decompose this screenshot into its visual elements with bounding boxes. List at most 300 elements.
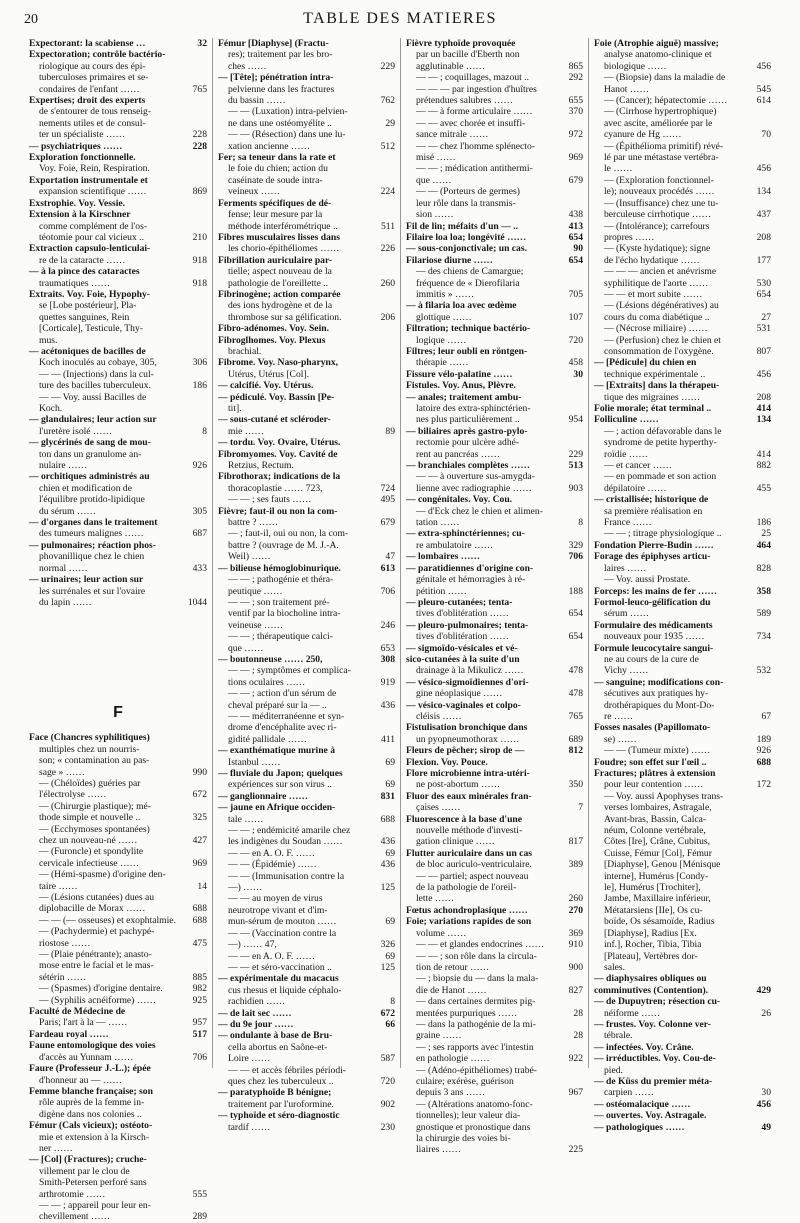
entry-text: Formulaire des médicaments bbox=[594, 619, 713, 631]
entry-text: Exploration fonctionnelle. bbox=[29, 152, 136, 164]
index-entry bbox=[29, 494, 207, 505]
index-entry bbox=[406, 494, 583, 505]
index-entry bbox=[218, 300, 395, 311]
entry-text: Koch. bbox=[39, 403, 63, 414]
entry-text: chien et modification de bbox=[39, 482, 132, 494]
page-header bbox=[24, 10, 776, 32]
index-entry bbox=[406, 848, 583, 859]
index-entry bbox=[594, 1099, 771, 1110]
entry-text: Foie; variations rapides de son bbox=[406, 916, 532, 928]
entry-text: tale …… bbox=[228, 813, 264, 825]
index-entry bbox=[406, 916, 583, 927]
entry-page-number: 530 bbox=[756, 277, 771, 289]
index-entry bbox=[406, 643, 583, 654]
entry-page-number: 464 bbox=[756, 539, 771, 551]
entry-text: ne au cours de la cure de bbox=[604, 653, 699, 665]
index-entry bbox=[406, 346, 583, 357]
index-entry bbox=[29, 1132, 207, 1143]
index-entry bbox=[406, 175, 583, 186]
entry-text: ton dans un granulome an- bbox=[39, 448, 142, 460]
entry-text: boïde, Os sésamoïde, Radius bbox=[604, 916, 715, 928]
index-entry bbox=[218, 209, 395, 220]
entry-text: Loire …… bbox=[228, 1053, 271, 1065]
index-entry bbox=[594, 1110, 771, 1121]
entry-page-number: 230 bbox=[380, 1121, 395, 1133]
index-entry bbox=[29, 1166, 207, 1177]
index-entry bbox=[406, 1042, 583, 1053]
entry-text: tuberculoses primaires et se- bbox=[39, 72, 149, 84]
entry-text: — vésico-vaginales et colpo- bbox=[406, 699, 521, 711]
entry-page-number: 177 bbox=[756, 254, 771, 266]
entry-text: arthrotomie …… bbox=[39, 1188, 106, 1200]
index-entry bbox=[218, 266, 395, 277]
index-entry bbox=[218, 1122, 395, 1133]
entry-page-number: 90 bbox=[573, 243, 583, 255]
entry-text: néum, Colonne vertébrale, bbox=[604, 825, 706, 837]
index-entry bbox=[29, 767, 207, 778]
entry-text: — — au moyen de virus bbox=[228, 893, 323, 905]
entry-page-number: 350 bbox=[568, 779, 583, 791]
entry-text: — cristallisée; historique de bbox=[594, 494, 709, 506]
entry-text: Flexion. Voy. Pouce. bbox=[406, 756, 488, 768]
index-entry bbox=[29, 858, 207, 869]
entry-text: —) …… 47, bbox=[228, 939, 277, 951]
entry-page-number: 226 bbox=[380, 243, 395, 255]
index-entry bbox=[218, 711, 395, 722]
index-entry bbox=[594, 540, 771, 551]
entry-text: tit]. bbox=[228, 403, 242, 414]
index-entry bbox=[406, 563, 583, 574]
entry-text: ter un spécialiste …… bbox=[39, 129, 126, 141]
entry-text: — (Spasmes) d'origine dentaire. bbox=[39, 983, 163, 995]
entry-page-number: 614 bbox=[756, 95, 771, 107]
entry-text: Vichy …… bbox=[604, 665, 649, 677]
entry-text: cervicale infectieuse …… bbox=[39, 857, 140, 869]
index-entry bbox=[594, 380, 771, 391]
entry-page-number: 308 bbox=[380, 653, 395, 665]
entry-text: Cuisse, Fémur [Col], Fémur bbox=[604, 847, 712, 859]
entry-page-number: 69 bbox=[385, 916, 395, 928]
entry-page-number: 305 bbox=[192, 505, 207, 517]
entry-page-number: 370 bbox=[568, 106, 583, 118]
index-entry bbox=[29, 574, 207, 585]
entry-text: — sous-cutané et scléroder- bbox=[218, 414, 331, 426]
index-entry bbox=[406, 471, 583, 482]
entry-text: de la pathologie de l'oreil- bbox=[416, 882, 517, 894]
entry-page-number: 47 bbox=[385, 551, 395, 563]
entry-text: neurotrope vivant et d'im- bbox=[228, 904, 328, 916]
entry-page-number: 478 bbox=[568, 665, 583, 677]
index-entry bbox=[594, 722, 771, 733]
entry-page-number: 125 bbox=[380, 961, 395, 973]
entry-text: ne dans une ostéomyélite .. bbox=[228, 117, 332, 129]
entry-text: pelvienne dans les fractures bbox=[228, 83, 335, 95]
entry-text: le …… bbox=[604, 163, 633, 175]
index-entry bbox=[29, 1211, 207, 1222]
index-entry bbox=[406, 312, 583, 323]
index-entry bbox=[218, 893, 395, 904]
index-entry bbox=[406, 939, 583, 950]
index-entry bbox=[218, 928, 395, 939]
entry-text: Côtes [Ire], Crâne, Cubitus, bbox=[604, 836, 711, 848]
index-entry bbox=[406, 1053, 583, 1064]
entry-page-number: 429 bbox=[756, 984, 771, 996]
index-entry bbox=[594, 1030, 771, 1041]
entry-text: que …… bbox=[228, 642, 264, 654]
entry-text: thode simple et nouvelle .. bbox=[39, 812, 141, 824]
index-entry bbox=[406, 357, 583, 368]
index-entry bbox=[594, 951, 771, 962]
entry-text: riostose …… bbox=[39, 937, 91, 949]
entry-text: — (Lésions cutanées) dues au bbox=[39, 892, 155, 903]
entry-page-number: 589 bbox=[756, 608, 771, 620]
index-entry bbox=[594, 369, 771, 380]
index-entry bbox=[29, 995, 207, 1006]
entry-page-number: 990 bbox=[192, 766, 207, 778]
index-entry bbox=[218, 951, 395, 962]
entry-page-number: 8 bbox=[578, 517, 583, 529]
entry-page-number: 969 bbox=[192, 857, 207, 869]
entry-text: Smith-Petersen perforé sans bbox=[39, 1177, 147, 1189]
entry-page-number: 926 bbox=[756, 745, 771, 757]
entry-text: consommation de l'oxygène. bbox=[604, 345, 714, 357]
entry-page-number: 246 bbox=[380, 619, 395, 631]
entry-text: — — en A. O. F. …… bbox=[228, 847, 315, 859]
entry-text: Folie morale; état terminal .. bbox=[594, 403, 712, 414]
entry-text: — — chez l'homme splénecto- bbox=[416, 140, 535, 152]
entry-page-number: 688 bbox=[756, 756, 771, 768]
entry-page-number: 831 bbox=[380, 790, 395, 802]
entry-text: Faune entomologique des voies bbox=[29, 1040, 156, 1052]
entry-text: mie …… bbox=[228, 425, 264, 437]
entry-text: l'équilibre protido-lipidique bbox=[39, 494, 145, 506]
entry-text: Femme blanche française; son bbox=[29, 1085, 153, 1097]
index-entry bbox=[218, 528, 395, 539]
index-entry bbox=[406, 38, 583, 49]
entry-page-number: 654 bbox=[568, 631, 583, 643]
entry-text: Forceps: les mains de fer …… bbox=[594, 585, 718, 597]
entry-text: Foudre; son effet sur l'œil .. bbox=[594, 756, 707, 768]
index-entry bbox=[594, 198, 771, 209]
entry-text: des ions hydrogène et de la bbox=[228, 300, 333, 312]
index-entry bbox=[218, 757, 395, 768]
index-entry bbox=[406, 620, 583, 631]
index-entry bbox=[29, 528, 207, 539]
index-entry bbox=[406, 836, 583, 847]
entry-text: — extra-sphinctériennes; cu- bbox=[406, 528, 525, 540]
index-entry bbox=[406, 700, 583, 711]
entry-text: Formule leucocytaire sangui- bbox=[594, 642, 714, 654]
index-entry bbox=[218, 551, 395, 562]
entry-text: — de Küss du premier méta- bbox=[594, 1075, 713, 1087]
index-entry bbox=[218, 848, 395, 859]
index-entry bbox=[594, 460, 771, 471]
entry-text: comminutives (Contention). bbox=[594, 984, 709, 996]
entry-text: en pathologie …… bbox=[416, 1053, 490, 1065]
entry-text: que …… bbox=[416, 174, 452, 186]
index-entry bbox=[594, 175, 771, 186]
index-entry bbox=[594, 677, 771, 688]
entry-page-number: 458 bbox=[568, 357, 583, 369]
entry-text: Retzius, Rectum. bbox=[228, 460, 294, 472]
entry-text: expansion scientifique …… bbox=[39, 186, 147, 198]
index-entry bbox=[406, 551, 583, 562]
index-entry bbox=[218, 38, 395, 49]
entry-text: cus rhesus et liquide céphalo- bbox=[228, 984, 342, 996]
entry-text: — — (Épidémie) …… bbox=[228, 859, 317, 871]
entry-text: — (Adéno-épithéliomes) trabé- bbox=[416, 1064, 537, 1076]
index-entry bbox=[406, 677, 583, 688]
entry-text: lienne avec radiographie …… bbox=[416, 482, 532, 494]
index-entry bbox=[406, 779, 583, 790]
entry-text: immitis » …… bbox=[416, 288, 475, 300]
index-entry bbox=[406, 209, 583, 220]
index-entry bbox=[218, 973, 395, 984]
index-entry bbox=[594, 38, 771, 49]
index-entry bbox=[594, 893, 771, 904]
index-entry bbox=[29, 1200, 207, 1211]
entry-page-number: 229 bbox=[380, 60, 395, 72]
index-entry bbox=[218, 335, 395, 346]
index-columns bbox=[24, 38, 776, 1223]
index-entry bbox=[406, 825, 583, 836]
entry-text: — ; biopsie du — dans la mala- bbox=[416, 973, 539, 985]
entry-text: — — (Immunisation contre la bbox=[228, 870, 345, 882]
entry-page-number: 903 bbox=[568, 482, 583, 494]
index-entry bbox=[406, 574, 583, 585]
index-entry bbox=[218, 643, 395, 654]
index-entry bbox=[406, 449, 583, 460]
index-entry bbox=[218, 414, 395, 425]
index-entry bbox=[594, 928, 771, 939]
index-entry bbox=[218, 449, 395, 460]
index-entry bbox=[29, 1029, 207, 1040]
index-entry bbox=[29, 938, 207, 949]
entry-text: sance mitrale …… bbox=[416, 129, 489, 141]
entry-text: Fibrothorax; indications de la bbox=[218, 471, 341, 483]
index-entry bbox=[406, 61, 583, 72]
entry-page-number: 228 bbox=[192, 129, 207, 141]
index-entry bbox=[29, 949, 207, 960]
index-entry bbox=[406, 540, 583, 551]
index-entry bbox=[406, 711, 583, 722]
entry-text: Fer; sa teneur dans la rate et bbox=[218, 152, 336, 164]
index-entry bbox=[29, 812, 207, 823]
entry-text: — — (Vaccination contre la bbox=[228, 927, 337, 939]
entry-page-number: 706 bbox=[380, 585, 395, 597]
entry-page-number: 414 bbox=[756, 403, 771, 414]
index-entry bbox=[218, 745, 395, 756]
entry-page-number: 436 bbox=[380, 699, 395, 711]
entry-text: l'uretère isolé …… bbox=[39, 425, 113, 437]
index-entry bbox=[29, 426, 207, 437]
index-entry bbox=[406, 392, 583, 403]
entry-text: — du 9e jour …… bbox=[218, 1018, 294, 1030]
entry-text: — (Insuffisance) chez une tu- bbox=[604, 197, 719, 209]
entry-text: carpien …… bbox=[604, 1087, 654, 1099]
entry-text: traumatiques …… bbox=[39, 277, 111, 289]
entry-text: — à filaria loa avec œdème bbox=[406, 300, 517, 312]
index-entry bbox=[29, 335, 207, 346]
index-entry bbox=[594, 483, 771, 494]
entry-page-number: 260 bbox=[380, 277, 395, 289]
index-entry bbox=[406, 1030, 583, 1041]
entry-text: — vésico-sigmoïdiennes d'ori- bbox=[406, 676, 529, 688]
index-entry bbox=[218, 677, 395, 688]
entry-text: [Diaphyse], Genou [Ménisque bbox=[604, 859, 721, 871]
entry-text: thoracoplastie …… 723, bbox=[228, 482, 323, 494]
entry-text: ventif par la biocholine intra- bbox=[228, 608, 341, 620]
entry-text: nouveaux pour 1935 …… bbox=[604, 631, 705, 643]
index-entry bbox=[594, 243, 771, 254]
entry-page-number: 69 bbox=[385, 847, 395, 859]
entry-text: drainage à la Mikulicz …… bbox=[416, 665, 524, 677]
index-entry bbox=[29, 778, 207, 789]
entry-text: nouvelle méthode d'investi- bbox=[416, 825, 523, 837]
entry-page-number: 8 bbox=[390, 996, 395, 1008]
entry-text: Filariose diurne …… bbox=[406, 254, 493, 266]
entry-page-number: 413 bbox=[568, 220, 583, 232]
entry-text: — — ; médication antithermi- bbox=[416, 163, 533, 175]
entry-text: sérum …… bbox=[604, 608, 650, 620]
index-entry bbox=[218, 836, 395, 847]
entry-text: expériences sur son virus .. bbox=[228, 779, 332, 791]
entries-e bbox=[29, 38, 207, 608]
index-entry bbox=[594, 141, 771, 152]
index-entry bbox=[218, 460, 395, 471]
entry-text: du lapin …… bbox=[39, 596, 92, 608]
index-entry bbox=[29, 289, 207, 300]
index-entry bbox=[218, 175, 395, 186]
entry-page-number: 918 bbox=[192, 277, 207, 289]
index-entry bbox=[406, 369, 583, 380]
entry-text: ne post-abortum …… bbox=[416, 779, 501, 791]
entry-page-number: 865 bbox=[568, 60, 583, 72]
index-entry bbox=[594, 392, 771, 403]
entry-page-number: 427 bbox=[192, 834, 207, 846]
entry-page-number: 189 bbox=[756, 733, 771, 745]
entry-page-number: 512 bbox=[380, 140, 395, 152]
entry-text: — ganglionnaire …… bbox=[218, 790, 308, 802]
entry-text: Voy. Foie, Rein, Respiration. bbox=[39, 163, 150, 175]
entry-text: Expectoration; contrôle bactério- bbox=[29, 49, 166, 61]
entry-text: logique …… bbox=[416, 334, 467, 346]
index-entry bbox=[406, 768, 583, 779]
index-entry bbox=[218, 129, 395, 140]
index-entry bbox=[594, 620, 771, 631]
index-entry bbox=[218, 814, 395, 825]
entry-page-number: 206 bbox=[380, 311, 395, 323]
index-entry bbox=[218, 665, 395, 676]
index-entry bbox=[29, 38, 207, 49]
entry-text: — (Syphilis acnéiforme) …… bbox=[39, 994, 156, 1006]
entry-text: Flutter auriculaire dans un cas bbox=[406, 847, 532, 859]
entry-page-number: 456 bbox=[756, 1098, 771, 1110]
entry-text: son; « contamination au pas- bbox=[39, 755, 150, 767]
entry-text: Flore microbienne intra-utéri- bbox=[406, 768, 530, 779]
index-entry bbox=[406, 95, 583, 106]
entry-text: cléisis …… bbox=[416, 710, 462, 722]
entry-text: — — ; thérapeutique calci- bbox=[228, 631, 333, 643]
index-entry bbox=[406, 791, 583, 802]
index-entry bbox=[29, 1063, 207, 1074]
entry-text: multiples chez un nourris- bbox=[39, 743, 140, 755]
entry-text: leur rôle dans la transmis- bbox=[416, 197, 516, 209]
entry-text: — (Furoncle) et spondylite bbox=[39, 846, 144, 858]
entry-page-number: 188 bbox=[568, 585, 583, 597]
index-entry bbox=[594, 1065, 771, 1076]
index-entry bbox=[406, 186, 583, 197]
entry-text: — — et mort subite …… bbox=[604, 288, 703, 300]
index-entry bbox=[218, 1087, 395, 1098]
index-entry bbox=[406, 665, 583, 676]
index-entry bbox=[594, 129, 771, 140]
entry-text: tique des migraines …… bbox=[604, 391, 701, 403]
entry-text: — — à forme articulaire …… bbox=[416, 106, 533, 118]
entry-text: — anales; traitement ambu- bbox=[406, 391, 522, 403]
index-entry bbox=[29, 380, 207, 391]
entry-page-number: 28 bbox=[573, 1030, 583, 1042]
entry-text: drome d'encéphalite avec ri- bbox=[228, 722, 337, 734]
index-entry bbox=[218, 1019, 395, 1030]
entry-text: thérapie …… bbox=[416, 357, 469, 369]
entry-page-number: 29 bbox=[385, 117, 395, 129]
entry-text: battre ? (ouvrage de M. J.-A. bbox=[228, 539, 339, 551]
index-entry bbox=[406, 745, 583, 756]
entry-text: analyse anatomo-clinique et bbox=[604, 49, 712, 61]
entry-text: Paris; l'art à la — …… bbox=[39, 1017, 128, 1029]
entry-page-number: 688 bbox=[192, 914, 207, 926]
index-entry bbox=[29, 357, 207, 368]
index-entry bbox=[29, 403, 207, 414]
entry-text: téotomie pour cal vicieux .. bbox=[39, 231, 144, 243]
index-entry bbox=[218, 791, 395, 802]
index-entry bbox=[218, 939, 395, 950]
entry-page-number: 555 bbox=[192, 1188, 207, 1200]
entry-page-number: 922 bbox=[568, 1053, 583, 1065]
entry-text: latoire des extra-sphinctérien- bbox=[416, 403, 531, 414]
entry-text: Fistulisation bronchique dans bbox=[406, 722, 528, 734]
index-entry bbox=[406, 141, 583, 152]
index-entry bbox=[29, 744, 207, 755]
index-entry bbox=[29, 255, 207, 266]
index-entry bbox=[594, 1008, 771, 1019]
index-entry bbox=[406, 300, 583, 311]
index-entry bbox=[594, 312, 771, 323]
entry-text: nes plus particulièrement .. bbox=[416, 414, 520, 426]
entry-text: — sous-conjonctivale; un cas. bbox=[406, 243, 527, 255]
entry-text: le foie du chien; action du bbox=[228, 163, 328, 175]
entry-page-number: 919 bbox=[380, 676, 395, 688]
index-entry bbox=[594, 506, 771, 517]
index-entry bbox=[29, 835, 207, 846]
index-entry bbox=[594, 209, 771, 220]
index-entry bbox=[29, 72, 207, 83]
entry-text: roïdie …… bbox=[604, 448, 648, 460]
index-entry bbox=[594, 232, 771, 243]
entry-page-number: 186 bbox=[192, 380, 207, 392]
index-entry bbox=[594, 61, 771, 72]
index-entry bbox=[29, 1097, 207, 1108]
entry-text: Fissure vélo-palatine …… bbox=[406, 368, 513, 380]
index-entry bbox=[594, 962, 771, 973]
entry-text: — — partiel; aspect nouveau bbox=[416, 870, 529, 882]
entry-page-number: 69 bbox=[385, 950, 395, 962]
entry-page-number: 456 bbox=[756, 163, 771, 175]
entry-text: méthode interférométrique .. bbox=[228, 220, 338, 232]
index-entry bbox=[218, 996, 395, 1007]
index-entry bbox=[406, 221, 583, 232]
